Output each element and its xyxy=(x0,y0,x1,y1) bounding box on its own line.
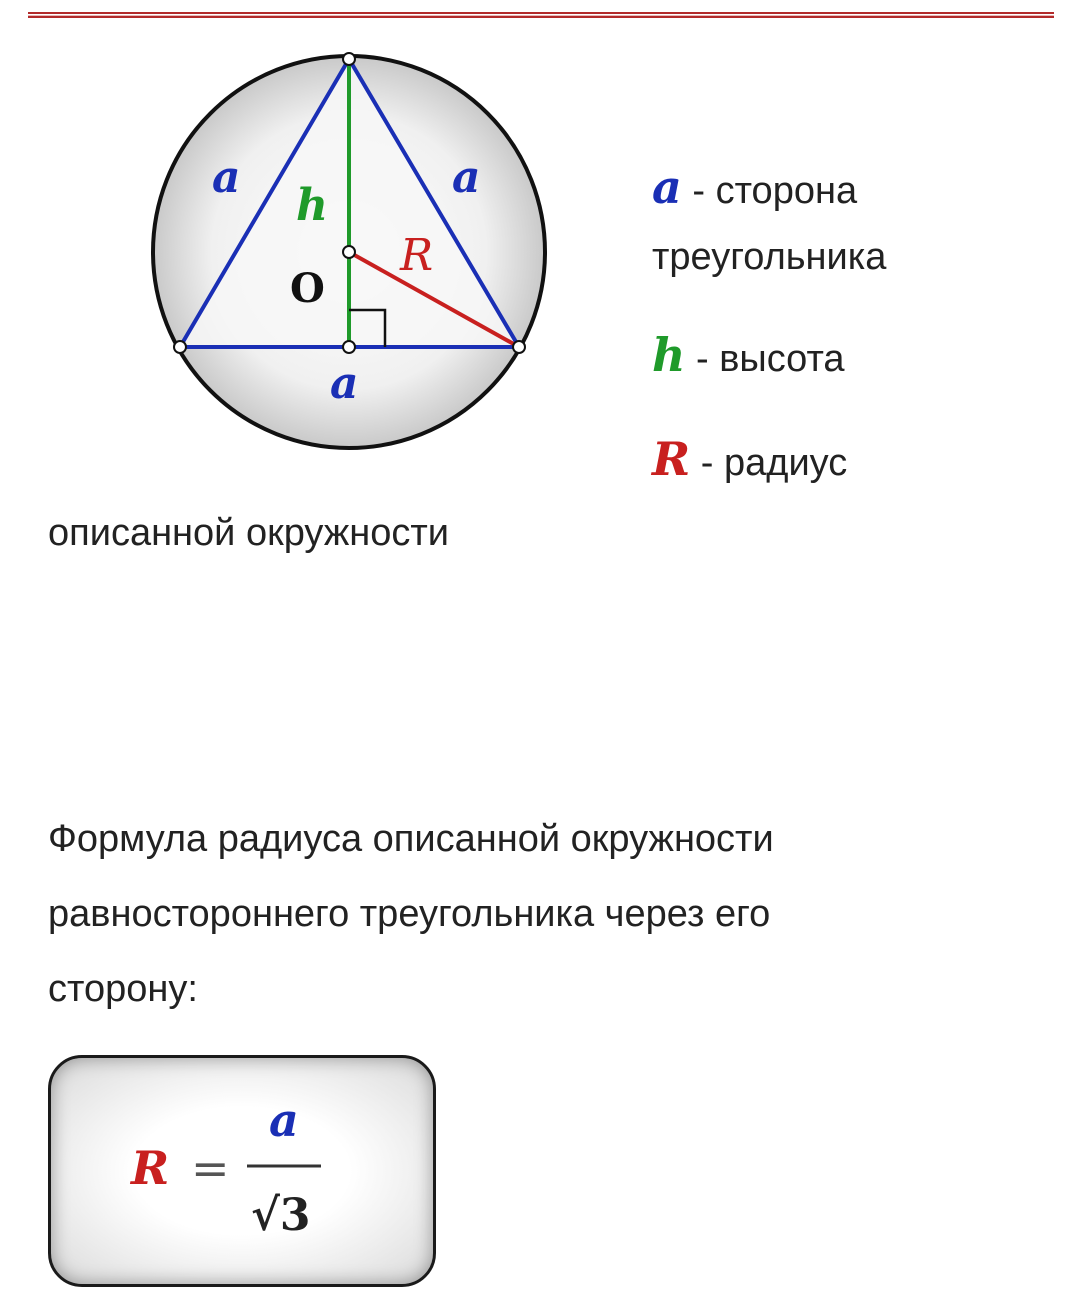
side-description: - сторона xyxy=(681,170,858,212)
radius-description-continuation: описанной окружности xyxy=(48,512,450,554)
radius-symbol: R xyxy=(652,432,691,486)
vertex-right xyxy=(513,341,525,353)
legend-radius xyxy=(652,432,847,486)
formula-numerator: a xyxy=(269,1093,299,1147)
height-label: h xyxy=(296,180,328,231)
formula-box xyxy=(48,1055,436,1287)
center-label: O xyxy=(290,265,325,312)
formula-lhs: R xyxy=(131,1141,170,1195)
legend-height xyxy=(652,328,845,382)
top-divider xyxy=(28,12,1054,18)
vertex-top xyxy=(343,53,355,65)
height-foot xyxy=(343,341,355,353)
side-description-line2: треугольника xyxy=(652,236,887,278)
height-symbol: h xyxy=(652,328,686,382)
legend-side-line2 xyxy=(652,236,886,279)
side-label-left: a xyxy=(212,152,241,203)
side-label-right: a xyxy=(452,152,481,203)
legend-side xyxy=(652,160,857,214)
formula-intro-line2: равностороннего треугольника через его xyxy=(48,893,771,935)
formula-intro-line3: сторону: xyxy=(48,968,198,1010)
height-description: - высота xyxy=(685,338,845,380)
radius-description: - радиус xyxy=(690,442,848,484)
side-symbol: a xyxy=(652,160,682,214)
formula-intro-line1: Формула радиуса описанной окружности xyxy=(48,818,774,860)
center-point xyxy=(343,246,355,258)
formula-equals: = xyxy=(191,1141,230,1195)
triangle-in-circle-figure xyxy=(140,40,560,460)
formula-denominator: √3 xyxy=(251,1190,311,1241)
radius-label: R xyxy=(400,230,434,281)
vertex-left xyxy=(174,341,186,353)
side-label-bottom: a xyxy=(330,358,359,409)
